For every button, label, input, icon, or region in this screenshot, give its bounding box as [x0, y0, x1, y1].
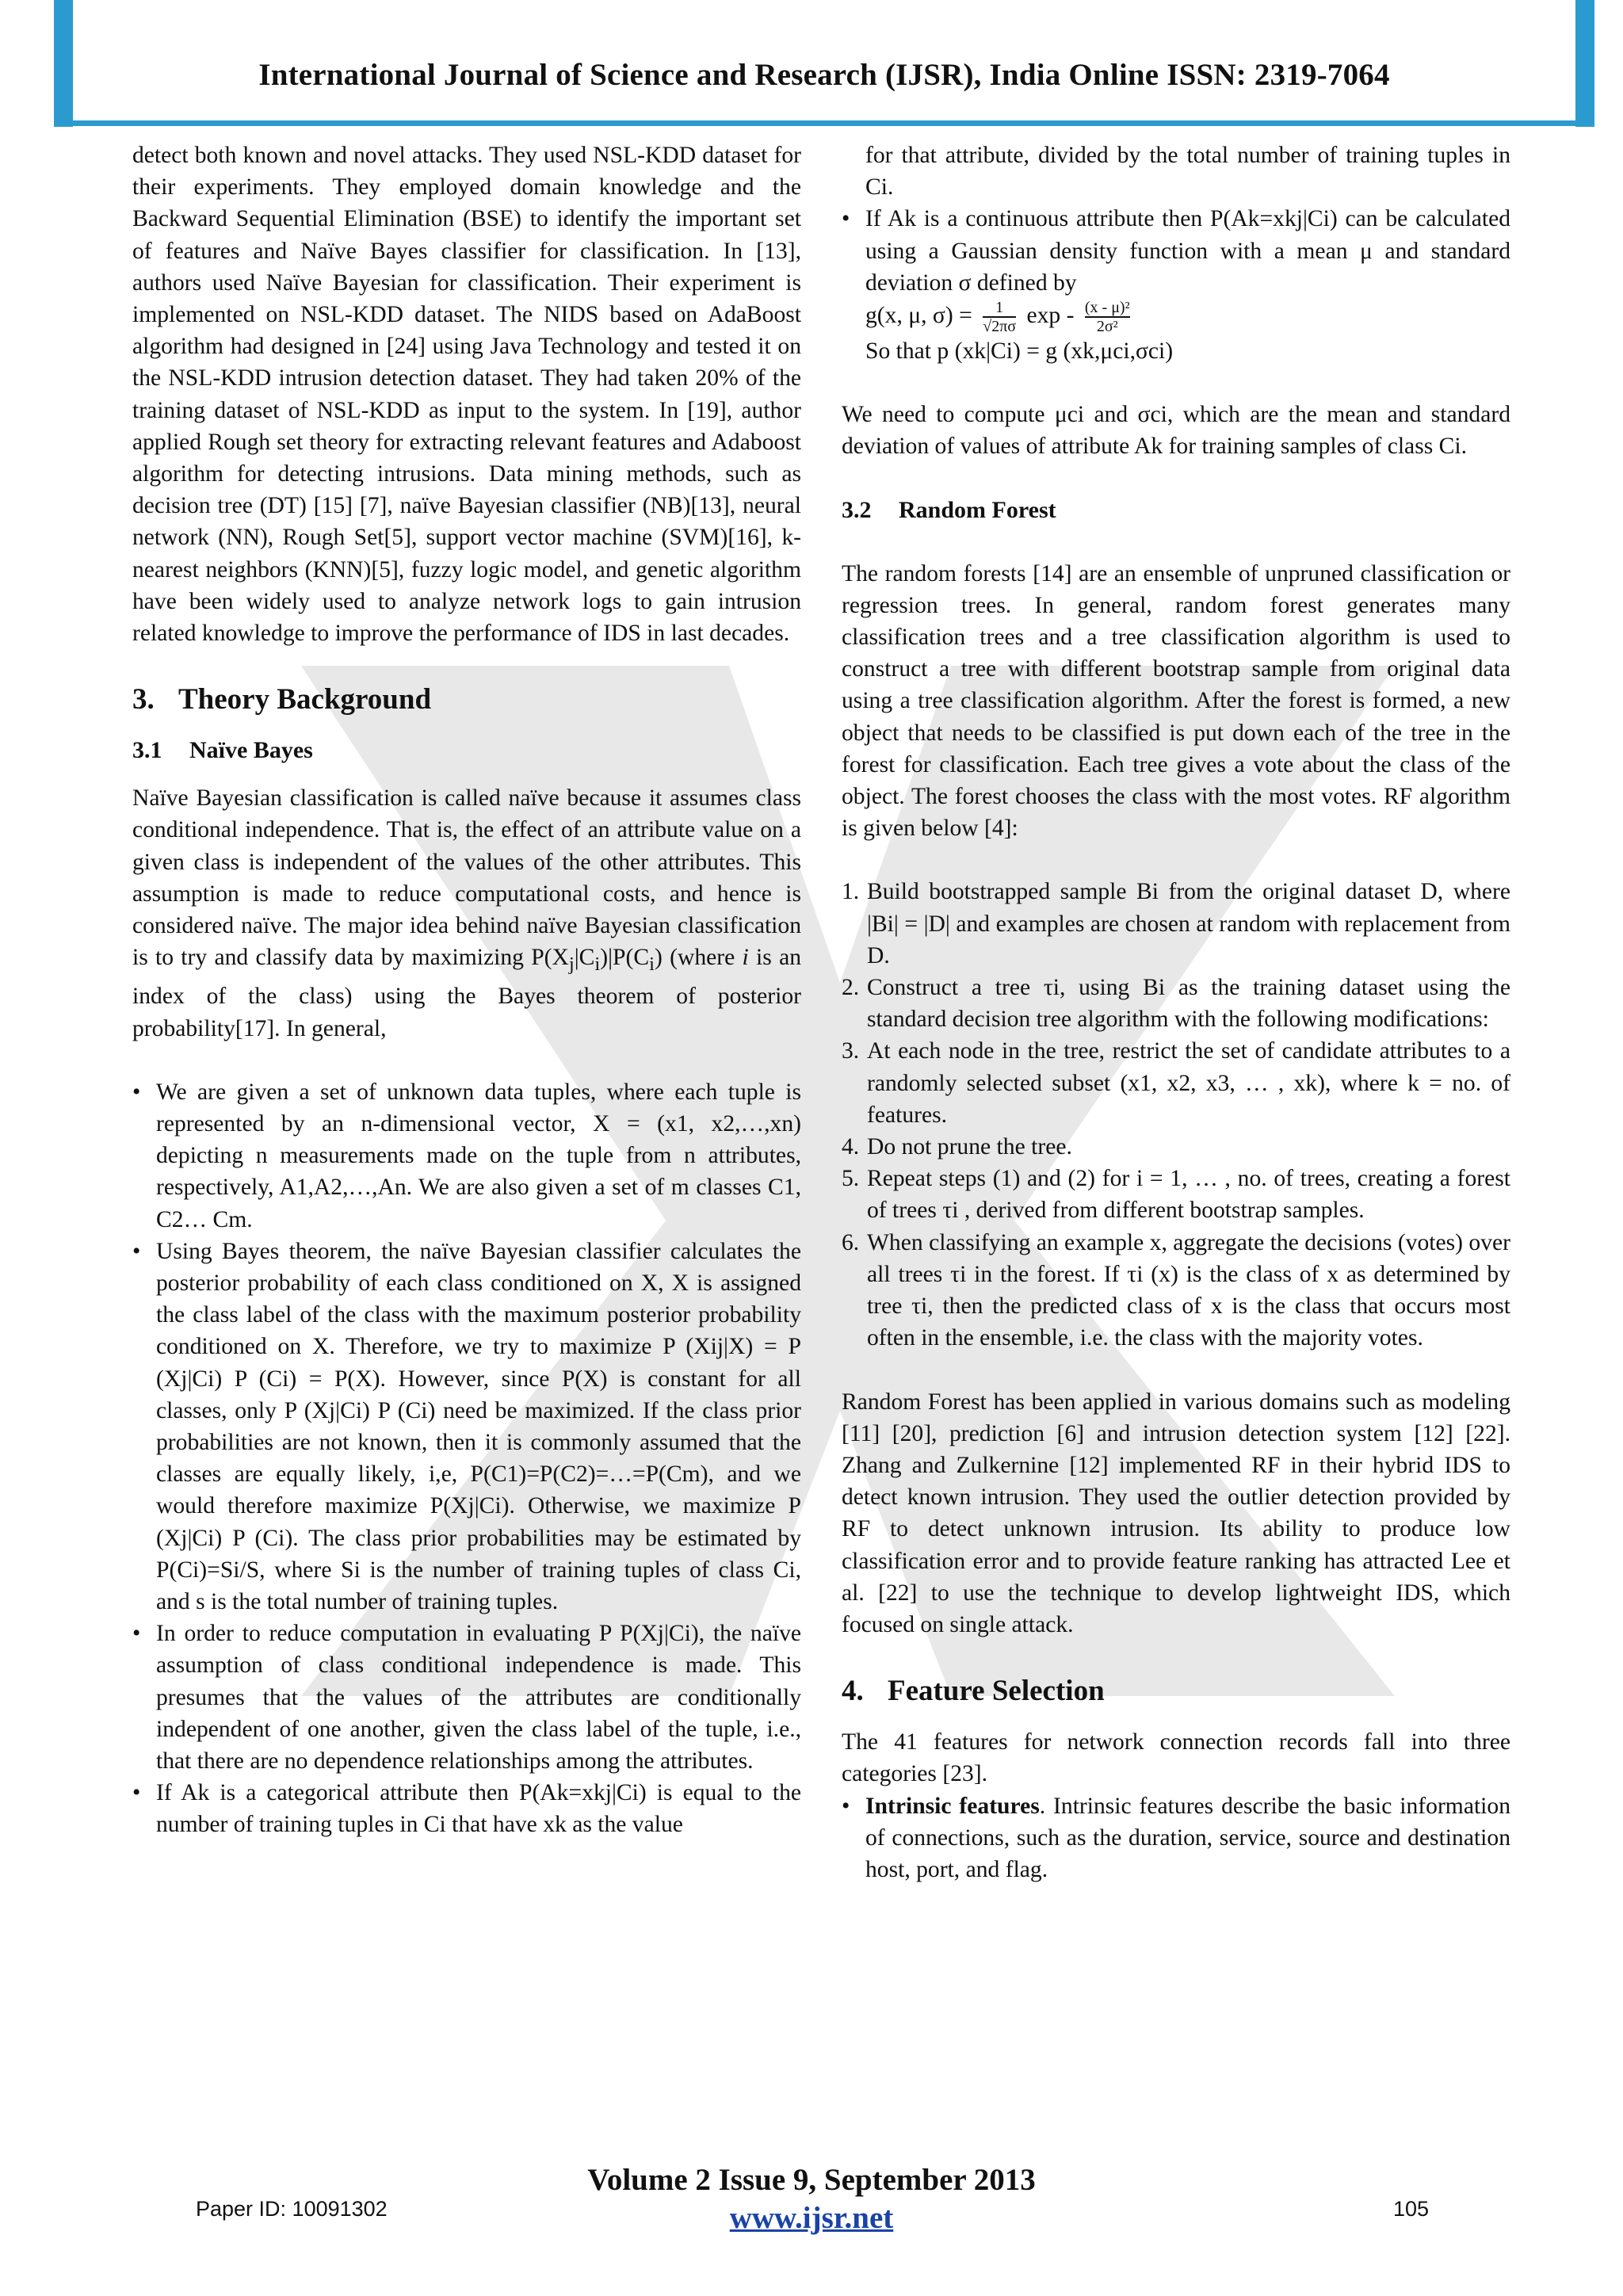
list-item: • In order to reduce computation in evaluating P P(Xj|Ci), the naïve assumption of class conditional independence is made. This presumes that the values of the attributes are conditionally independent of one another, given the class label of the tuple, i.e., that there are no dependence relationships among the attributes. — [132, 1618, 801, 1777]
list-item: 2. Construct a tree τi, using Bi as the training dataset using the standard decision tree algorithm with the following modifications: — [842, 975, 1510, 1033]
so-that-line: So that p (xk|Ci) = g (xk,μci,σci) — [865, 338, 1174, 365]
right-column — [842, 139, 1510, 1885]
intro-paragraph: detect both known and novel attacks. They used NSL-KDD dataset for their experiments. They employed domain knowledge and the Backward Sequential Elimination (BSE) to identify the important set of features and Naïve Bayes classifier for classification. In [13], authors used Naïve Bayesian for classification. Their experiment is implemented on NSL-KDD dataset. The NIDS based on AdaBoost algorithm had designed in [24] using Java Technology and tested it on the NSL-KDD intrusion detection dataset. They had taken 20% of the training dataset of NSL-KDD as input to the system. In [19], author applied Rough set theory for extracting relevant features and Adaboost algorithm for detecting intrusions. Data mining methods, such as decision tree (DT) [15] [7], naïve Bayesian classifier (NB)[13], neural network (NN), Rough Set[5], support vector machine (SVM)[16], k-nearest neighbors (KNN)[5], fuzzy logic model, and genetic algorithm have been widely used to analyze network logs to gain intrusion related knowledge to improve the performance of IDS in last decades. — [132, 143, 801, 647]
feature-selection-paragraph: The 41 features for network connection records fall into three categories [23]. — [842, 1729, 1510, 1787]
list-item: 5. Repeat steps (1) and (2) for i = 1, … , no. of trees, creating a forest of trees τi , derived from different bootstrap samples. — [842, 1166, 1510, 1224]
list-item: • Intrinsic features. Intrinsic features describe the basic information of connections, such as the duration, service, source and destination host, port, and flag. — [842, 1790, 1510, 1886]
rf-applications-paragraph: Random Forest has been applied in various domains such as modeling [11] [20], prediction [6] and intrusion detection system [12] [22]. Zhang and Zulkernine [12] implemented RF in their hybrid IDS to detect known intrusion. They used the outlier detection provided by RF to detect unknown intrusion. Its ability to produce low classification error and to provide feature ranking has attracted Lee et al. [22] to use the technique to develop lightweight IDS, which focused on single attack. — [842, 1389, 1510, 1637]
continuous-attribute-bullets — [842, 203, 1510, 299]
right-accent-bar — [1575, 0, 1594, 127]
continued-bullet-text: for that attribute, divided by the total number of training tuples in Ci. — [865, 143, 1510, 201]
paper-id: Paper ID: 10091302 — [196, 2197, 388, 2221]
list-item: 3. At each node in the tree, restrict the set of candidate attributes to a randomly selected subset (x1, x2, x3, … , xk), where k = no. of features. — [842, 1038, 1510, 1128]
section-3-1-heading: 3.1 Naïve Bayes — [132, 737, 313, 764]
list-item: • If Ak is a categorical attribute then P(Ak=xkj|Ci) is equal to the number of training tuples in Ci that have xk as the value — [132, 1777, 801, 1840]
list-item: • If Ak is a continuous attribute then P(Ak=xkj|Ci) can be calculated using a Gaussian density function with a mean μ and standard deviation σ defined by — [842, 203, 1510, 299]
journal-header: International Journal of Science and Research (IJSR), India Online ISSN: 2319-7064 — [258, 58, 1390, 92]
gaussian-formula: g(x, μ, σ) = $\frac{1}{√2\pi\sigma}$ exp - $\frac{\text{(x - μ)²}}{\text{2σ²}}$ — [865, 299, 1130, 336]
list-item: 4. Do not prune the tree. — [842, 1134, 1072, 1160]
feature-category-bullets — [842, 1790, 1510, 1886]
left-column — [132, 139, 801, 1841]
header-rule — [73, 120, 1575, 126]
journal-link[interactable]: www.ijsr.net — [729, 2201, 894, 2235]
list-item: • We are given a set of unknown data tuples, where each tuple is represented by an n-dimensional vector, X = (x1, x2,…,xn) depicting n measurements made on the tuple from n attributes, respectively, A1,A2,…,An. We are also given a set of m classes C1, C2… Cm. — [132, 1076, 801, 1236]
left-accent-bar — [54, 0, 73, 127]
random-forest-paragraph: The random forests [14] are an ensemble of unpruned classification or regression trees. In general, random forest generates many classification trees and a tree classification algorithm is used to construct a tree with different bootstrap sample from original data using a tree classification algorithm. After the forest is formed, a new object that needs to be classified is put down each of the tree in the forest for classification. Each tree gives a vote about the class of the object. The forest chooses the class with the most votes. RF algorithm is given below [4]: — [842, 560, 1510, 842]
list-item: • Using Bayes theorem, the naïve Bayesian classifier calculates the posterior probability of each class conditioned on X, X is assigned the class label of the class with the maximum posterior probability conditioned on X. Therefore, we try to maximize P (Xij|X) = P (Xj|Ci) P (Ci) = P(X). However, since P(X) is constant for all classes, only P (Xj|Ci) P (Ci) need be maximized. If the class prior probabilities are not known, then it is commonly assumed that the classes are equally likely, i,e, P(C1)=P(C2)=…=P(Cm), and we would therefore maximize P(Xj|Ci). Otherwise, we maximize P (Xj|Ci) P (Ci). The class prior probabilities may be estimated by P(Ci)=Si/S, where Si is the number of training tuples of class Ci, and s is the total number of training tuples. — [132, 1236, 801, 1618]
list-item: 1. Build bootstrapped sample Bi from the original dataset D, where |Bi| = |D| and examples are chosen at random with replacement from D. — [842, 879, 1510, 968]
naive-bayes-paragraph: Naïve Bayesian classification is called naïve because it assumes class conditional independence. That is, the effect of an attribute value on a given class is independent of the values of the other attributes. This assumption is made to reduce computational costs, and hence is considered naïve. The major idea behind naïve Bayesian classification is to try and classify data by maximizing $P(X_j|C_i)|P(C_i)$ (where i is an index of the class) using the Bayes theorem of posterior probability[17]. In general, — [132, 785, 801, 1041]
rf-algorithm-steps — [842, 876, 1510, 1354]
mean-std-paragraph: We need to compute μci and σci, which are the mean and standard deviation of values of attribute Ak for training samples of class Ci. — [842, 402, 1510, 460]
volume-issue: Volume 2 Issue 9, September 2013 — [587, 2163, 1036, 2197]
page-number: 105 — [1393, 2197, 1430, 2221]
section-4-heading: 4. Feature Selection — [842, 1675, 1105, 1708]
section-3-heading: 3. Theory Background — [132, 683, 432, 716]
naive-bayes-bullets — [132, 1076, 801, 1841]
section-3-2-heading: 3.2 Random Forest — [842, 496, 1056, 523]
list-item: 6. When classifying an example x, aggregate the decisions (votes) over all trees τi in the forest. If τi (x) is the class of x as determined by tree τi, then the predicted class of x is the class that occurs most often in the ensemble, i.e. the class with the majority votes. — [842, 1229, 1510, 1351]
